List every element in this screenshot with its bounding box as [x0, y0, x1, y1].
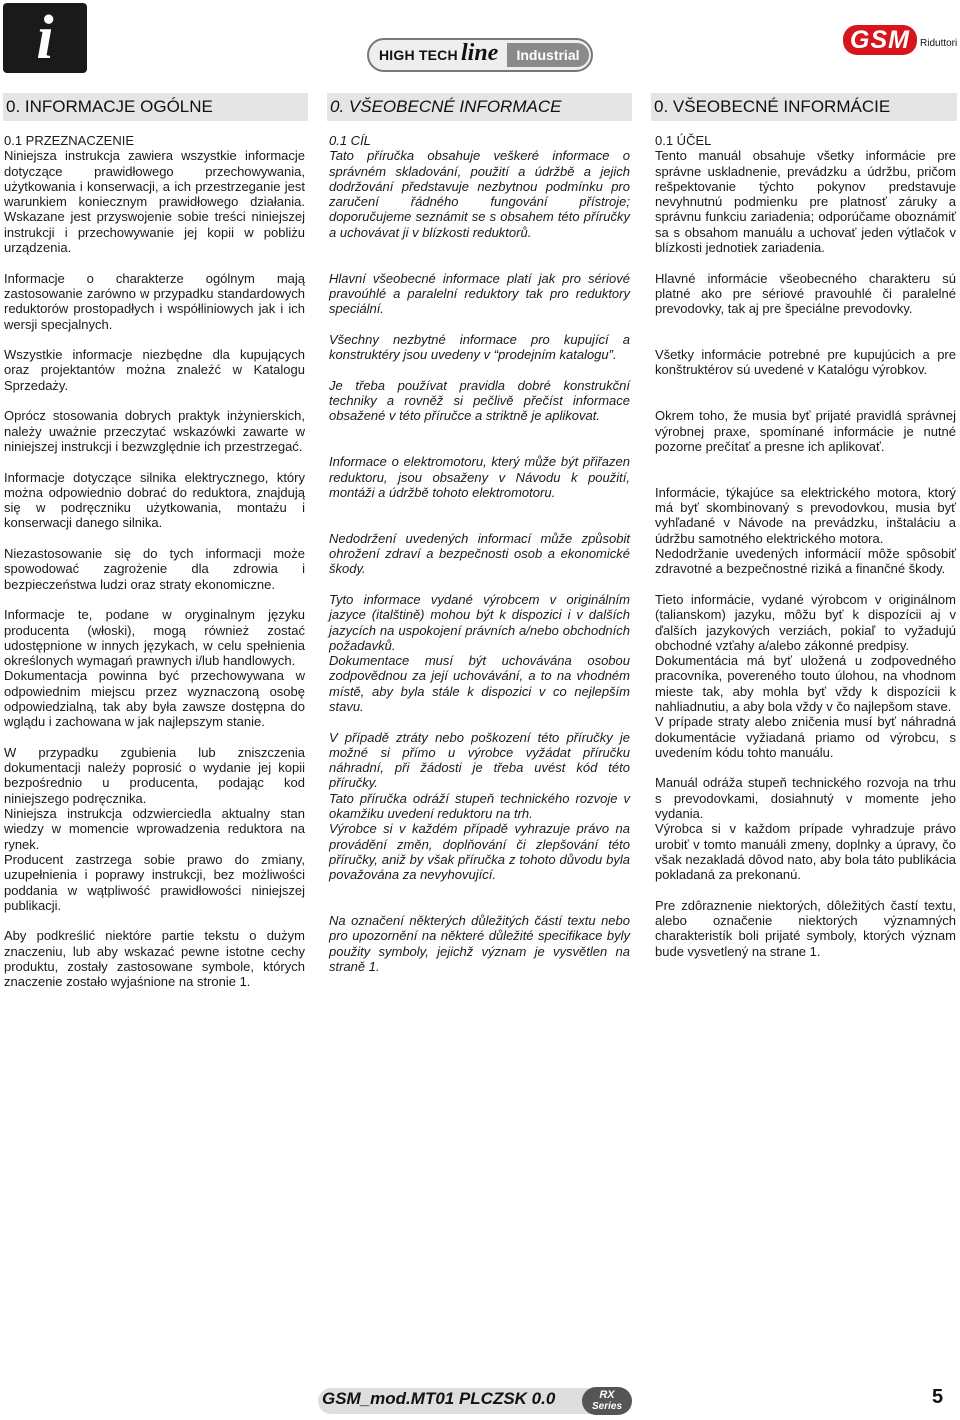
paragraph: Oprócz stosowania dobrych praktyk inżynierskich, należy uważnie przeczytać wskazówki zawarte w niniejszej instrukcji i bezwzględnie ich przestrzegać.	[4, 408, 305, 454]
paragraph: Niniejsza instrukcja zawiera wszystkie informacje dotyczące prawidłowego przechowywania, użytkowania i konserwacji, a ich przestrzeganie jest warunkiem koniecznym prawidłowego działania. Wskazane jest przyswojenie sobie treści niniejszej instrukcji i przechowywanie jej kopii w pobliżu urządzenia.	[4, 148, 305, 256]
paragraph: Tento manuál obsahuje všetky informácie pre správne uskladnenie, prevádzku a údržbu, pričom rešpektovanie týchto pokynov predstavuje nevyhnutnú podmienku pre platnosť záruky a správnu funkciu zariadenia; odporúčame oboznámiť sa s obsahom manuálu a uchovať jeden výtlačok v blízkosti jednotiek zariadenia.	[655, 148, 956, 256]
paragraph: Manuál odráža stupeň technického rozvoja na trhu s prevodovkami, dosiahnutý v momente jeho vydania.	[655, 775, 956, 822]
paragraph-gap	[329, 577, 630, 592]
heading-pl: 0. INFORMACJE OGÓLNE	[3, 93, 308, 121]
paragraph-gap	[655, 577, 956, 592]
hightech-line-badge	[367, 38, 593, 72]
paragraph: Tato příručka obsahuje veškeré informace o správném skladování, použití a údržbě a jejich dodržování představuje nezbytnou podmínku pro zaručení řádného fungování přístroje; doporučujeme seznámit se s obsahem této příručky a uchovávat ji v blízkosti reduktorů.	[329, 148, 630, 240]
column-polish	[4, 133, 305, 990]
paragraph-gap	[655, 883, 956, 898]
badge-line: line	[461, 40, 499, 66]
paragraph: Informace o elektromotoru, který může být přiřazen reduktoru, jsou obsaženy v Návodu k použití, montáži a údržbě tohoto elektromotoru.	[329, 454, 630, 500]
paragraph: Tato příručka odráží stupeň technického rozvoje v okamžiku uvedení reduktoru na trh.	[329, 790, 630, 822]
heading-cz: 0. VŠEOBECNÉ INFORMACE	[327, 93, 632, 121]
paragraph-gap	[655, 255, 956, 270]
paragraph: Výrobca si v každom prípade vyhradzuje právo urobiť v tomto manuáli zmeny, doplnky a úpravy, čo však nezakladá dôvod nato, aby bola táto publikácia pokladaná za prekonanú.	[655, 821, 956, 883]
paragraph-gap	[329, 255, 630, 270]
paragraph-gap	[4, 730, 305, 745]
paragraph: Okrem toho, že musia byť prijaté pravidlá správnej výrobnej praxe, spomínané informácie je nutné pozorne prečítať a presne ich aplikovať.	[655, 408, 956, 454]
paragraph-gap	[655, 317, 956, 332]
rx-series-badge	[582, 1387, 632, 1415]
paragraph: Tieto informácie, vydané výrobcom v originálnom (talianskom) jazyku, môžu byť k dispozícii aj v ďalších jazykových verziách, pokiaľ to vyžadujú obchodné vzťahy a/alebo zákonné predpisy.	[655, 591, 956, 653]
paragraph: V případě ztráty nebo poškození této příručky je možné si přímo u výrobce vyžádat příručku náhradní, při žádosti je třeba uvést kód této příručky.	[329, 729, 630, 791]
paragraph-gap	[655, 760, 956, 775]
paragraph-gap	[329, 424, 630, 439]
paragraph-gap	[4, 393, 305, 408]
paragraph-gap	[329, 317, 630, 332]
gsm-logo-subtitle: Riduttori	[920, 38, 958, 49]
paragraph: Dokumentácia má byť uložená u zodpovedného pracovníka, povereného touto úlohou, na vhodnom mieste tak, aby mohla byť vždy k dispozícii k nahliadnutiu, a aby bola vždy v čo najlepšom stave.	[655, 653, 956, 714]
paragraph-gap	[329, 714, 630, 729]
column-czech	[329, 133, 630, 974]
paragraph: Informacje dotyczące silnika elektrycznego, który można odpowiednio dobrać do reduktora, znajdują się w podręczniku użytkowania, montażu i konserwacji danego silnika.	[4, 469, 305, 531]
paragraph-gap	[329, 240, 630, 255]
paragraph: Dokumentacja powinna być przechowywana w odpowiednim miejscu przez wyznaczoną osobę odpowiedzialną, tak aby była zawsze dostępna do wglądu i zachowana w jak najlepszym stanie.	[4, 668, 305, 730]
paragraph: Nedodržení uvedených informací může způsobit ohrožení zdraví a bezpečnosti osob a ekonomické škody.	[329, 530, 630, 577]
paragraph-gap	[655, 454, 956, 469]
paragraph: Producent zastrzega sobie prawo do zmiany, uzupełnienia i poprawy instrukcji, bez możliwości poddania w wątpliwość prawidłowości niniejszej publikacji.	[4, 851, 305, 913]
paragraph: Je třeba používat pravidla dobré konstrukční techniky a rovněž si pečlivě přečíst informace obsažené v této příručce a striktně je aplikovat.	[329, 377, 630, 424]
page-number: 5	[932, 1386, 944, 1408]
paragraph: Dokumentace musí být uchovávána osobou zodpovědnou za její uchovávání, a to na vhodném místě, aby byla stále k dispozici v co nejlepším stavu.	[329, 653, 630, 714]
paragraph: Tyto informace vydané výrobcem v originálním jazyce (italštině) mohou být k dispozici i v dalších jazycích na uspokojení právních a/nebo obchodních požadavků.	[329, 591, 630, 653]
paragraph-gap	[655, 378, 956, 393]
paragraph: W przypadku zgubienia lub zniszczenia dokumentacji należy poprosić o wydanie jej kopii bezpośrednio u producenta, podając kod niniejszego podręcznika.	[4, 744, 305, 806]
paragraph: Niniejsza instrukcja odzwierciedla aktualny stan wiedzy w momencie wprowadzenia reduktora na rynek.	[4, 806, 305, 852]
paragraph: Aby podkreślić niektóre partie tekstu o dużym znaczeniu, lub aby wskazać pewne istotne cechy produktu, zostały zastosowane symbole, których znaczenie zostało wyjaśnione na stronie 1.	[4, 928, 305, 990]
gsm-logo: GSM	[843, 25, 917, 55]
paragraph: Hlavné informácie všeobecného charakteru sú platné ako pre sériové pravouhlé či paralelné prevodovky, tak aj pre špeciálne prevodovky.	[655, 270, 956, 317]
badge-high-tech: HIGH TECH	[379, 47, 458, 63]
paragraph-gap	[655, 332, 956, 347]
series-label: Series	[591, 1401, 623, 1412]
paragraph: Výrobce si v každém případě vyhrazuje právo na provádění změn, doplňování či zlepšování této příručky, aniž by však příručka z tohoto důvodu byla považována za nevyhovující.	[329, 821, 630, 883]
paragraph-gap	[655, 470, 956, 485]
paragraph: Pre zdôraznenie niektorých, dôležitých častí textu, alebo označenie niektorých významných charakteristík boli prijaté symboly, ktorých význam bude vysvetlený na strane 1.	[655, 897, 956, 959]
badge-industrial: Industrial	[507, 43, 589, 67]
column-slovak	[655, 133, 956, 959]
section-title: 0.1 PRZEZNACZENIE	[4, 133, 135, 148]
paragraph: Informacje o charakterze ogólnym mają zastosowanie zarówno w przypadku standardowych reduktorów prostopadłych i współliniowych jak i ich wersji specjalnych.	[4, 270, 305, 332]
paragraph: Hlavní všeobecné informace platí jak pro sériové pravoúhlé a paralelní reduktory tak pro reduktory speciální.	[329, 270, 630, 317]
paragraph-gap	[329, 898, 630, 913]
paragraph: Informacje te, podane w oryginalnym języku producenta (włoski), mogą również zostać udostępnione w innych językach, w celu spełnienia określonych wymagań prawnych i/lub handlowych.	[4, 607, 305, 669]
paragraph: Wszystkie informacje niezbędne dla kupujących oraz projektantów można znaleźć w Katalogu Sprzedaży.	[4, 347, 305, 393]
paragraph-gap	[655, 393, 956, 408]
paragraph: V prípade straty alebo zničenia musí byť náhradná dokumentácie vyžiadaná priamo od výrobcu, s uvedením kódu tohto manuálu.	[655, 714, 956, 760]
section-title: 0.1 CÍL	[329, 133, 371, 148]
paragraph-gap	[4, 913, 305, 928]
paragraph-gap	[329, 439, 630, 454]
paragraph: Informácie, týkajúce sa elektrického motora, ktorý má byť skombinovaný s prevodovkou, musia byť vyhľadané v Návode na prevádzku, inštaláciu a údržbu samotného elektrického motora.	[655, 484, 956, 546]
paragraph: Na označení některých důležitých částí textu nebo pro upozornění na některé důležité specifikace byly použity symboly, jejichž význam je vysvětlen na straně 1.	[329, 913, 630, 975]
paragraph-gap	[329, 500, 630, 515]
paragraph-gap	[329, 362, 630, 377]
paragraph-gap	[4, 255, 305, 270]
section-title: 0.1 ÚČEL	[655, 133, 712, 148]
paragraph: Nedodržanie uvedených informácií môže spôsobiť zdravotné a bezpečnostné riziká a finančné škody.	[655, 546, 956, 577]
paragraph: Všetky informácie potrebné pre kupujúcich a pre konštruktérov sú uvedené v Katalógu výrobkov.	[655, 347, 956, 378]
paragraph-gap	[4, 332, 305, 347]
paragraph: Všechny nezbytné informace pro kupující a konstruktéry jsou uvedeny v “prodejním katalogu”.	[329, 331, 630, 363]
paragraph-gap	[329, 883, 630, 898]
footer-code: GSM_mod.MT01 PLCZSK 0.0	[322, 1389, 556, 1408]
heading-sk: 0. VŠEOBECNÉ INFORMÁCIE	[651, 93, 957, 121]
info-icon	[3, 3, 87, 73]
paragraph-gap	[4, 531, 305, 546]
info-glyph: i	[36, 4, 54, 72]
paragraph-gap	[4, 454, 305, 469]
paragraph: Niezastosowanie się do tych informacji może spowodować zagrożenie dla zdrowia i bezpieczeństwa ludzi oraz straty ekonomiczne.	[4, 546, 305, 592]
rx-label: RX	[599, 1389, 615, 1401]
paragraph-gap	[329, 515, 630, 530]
paragraph-gap	[4, 592, 305, 607]
